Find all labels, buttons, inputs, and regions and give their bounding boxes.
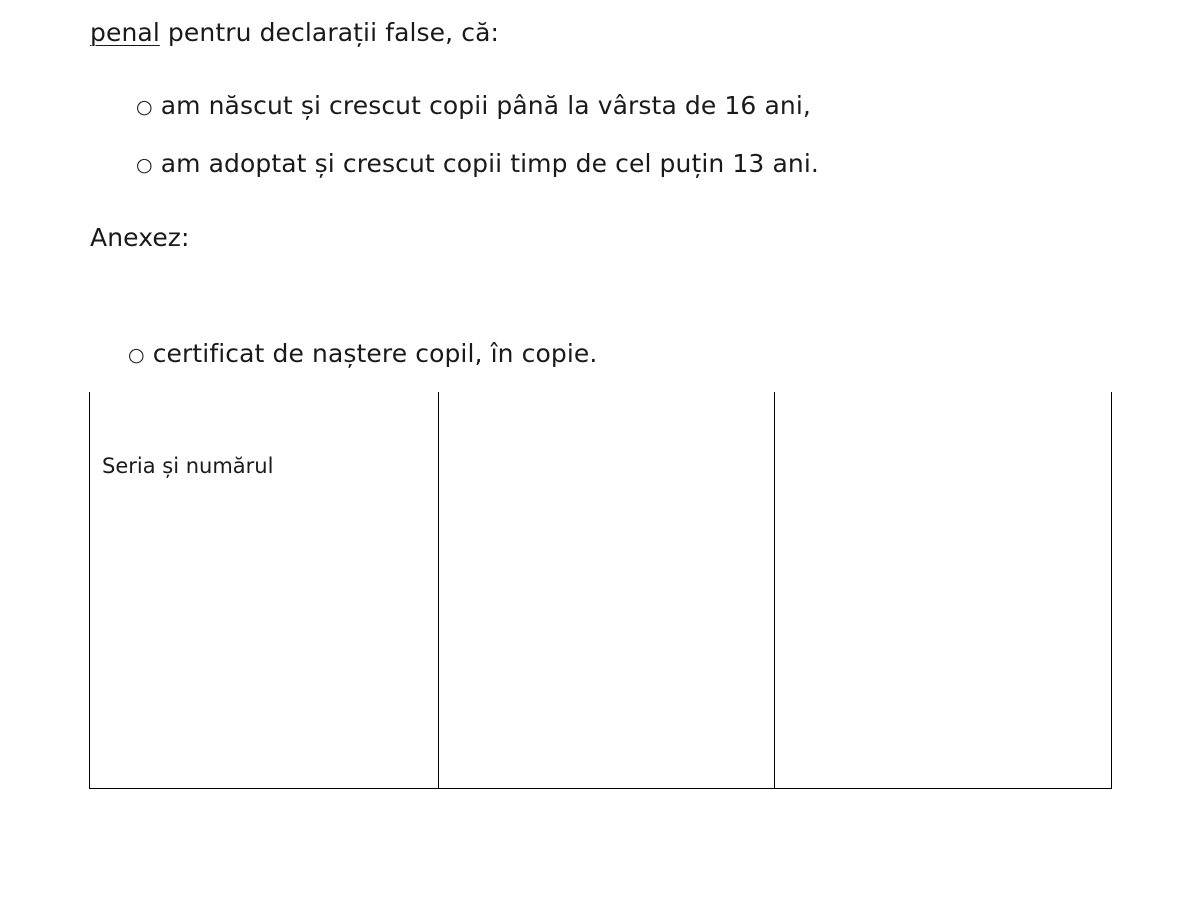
- option-item: [136, 149, 819, 180]
- circle-bullet-icon: ○: [136, 96, 153, 118]
- intro-underlined-word: penal: [90, 18, 160, 47]
- table-cell-label: Seria și numărul: [102, 454, 274, 478]
- intro-line: [90, 18, 499, 48]
- option-text: am născut și crescut copii până la vârsta de 16 ani,: [160, 91, 811, 120]
- option-text: am adoptat și crescut copii timp de cel puțin 13 ani.: [160, 149, 819, 178]
- document-table: [89, 392, 1112, 789]
- intro-text: pentru declarații false, că:: [159, 18, 500, 47]
- table-column-divider: [438, 392, 439, 788]
- annex-text: certificat de naștere copil, în copie.: [152, 339, 598, 368]
- option-item: [136, 91, 811, 122]
- annex-heading: Anexez:: [90, 223, 190, 252]
- circle-bullet-icon: ○: [136, 154, 153, 176]
- table-column-divider: [774, 392, 775, 788]
- annex-item: [128, 339, 597, 370]
- circle-bullet-icon: ○: [128, 344, 145, 366]
